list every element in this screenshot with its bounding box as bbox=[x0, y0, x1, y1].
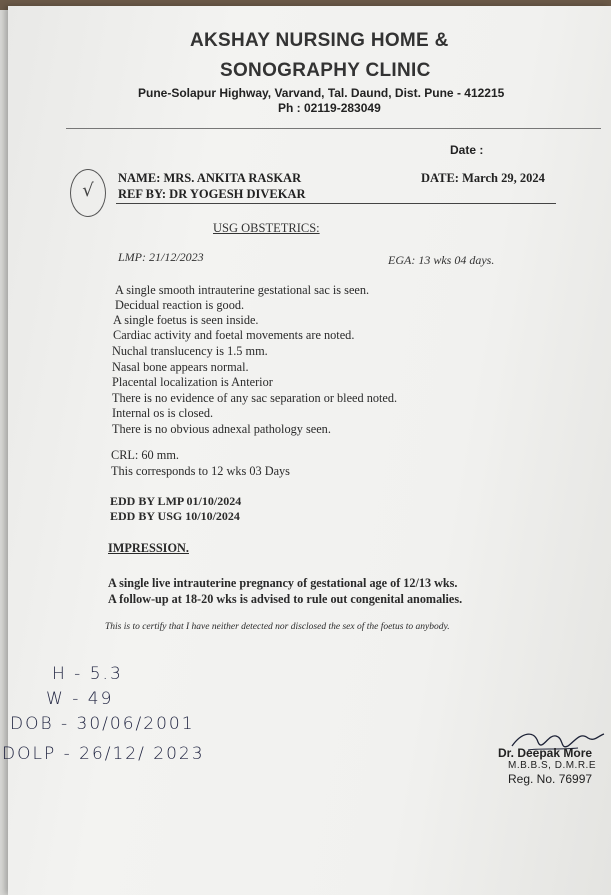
report-date: DATE: March 29, 2024 bbox=[421, 171, 545, 185]
finding-line: A single smooth intrauterine gestational sac is seen. bbox=[115, 283, 370, 297]
edd-by-usg: EDD BY USG 10/10/2024 bbox=[110, 509, 240, 523]
doctor-name: Dr. Deepak More bbox=[498, 746, 593, 760]
finding-line: Placental localization is Anterior bbox=[112, 375, 273, 389]
referred-by: REF BY: DR YOGESH DIVEKAR bbox=[118, 187, 306, 201]
patient-name: NAME: MRS. ANKITA RASKAR bbox=[118, 171, 302, 185]
date-label: Date : bbox=[450, 143, 484, 157]
report-paper bbox=[2, 6, 611, 895]
finding-line: Cardiac activity and foetal movements are noted. bbox=[113, 328, 355, 342]
finding-line: Nasal bone appears normal. bbox=[112, 360, 249, 374]
finding-line: There is no obvious adnexal pathology seen. bbox=[112, 422, 331, 436]
finding-line: Nuchal translucency is 1.5 mm. bbox=[112, 344, 268, 358]
crl-correspondence: This corresponds to 12 wks 03 Days bbox=[111, 464, 290, 478]
handwritten-dob: DOB - 30/06/2001 bbox=[10, 714, 195, 734]
certification-note: This is to certify that I have neither detected nor disclosed the sex of the foetus to anybody. bbox=[105, 622, 450, 632]
clinic-phone: Ph : 02119-283049 bbox=[278, 101, 381, 115]
lmp-value: LMP: 21/12/2023 bbox=[118, 250, 204, 264]
handwritten-weight: W - 49 bbox=[46, 689, 114, 709]
clinic-address: Pune-Solapur Highway, Varvand, Tal. Daund, Dist. Pune - 412215 bbox=[138, 86, 505, 100]
check-stamp bbox=[70, 169, 106, 217]
check-mark-icon: √ bbox=[82, 180, 94, 201]
clinic-name-line1: AKSHAY NURSING HOME & bbox=[190, 30, 449, 51]
impression-line: A follow-up at 18-20 wks is advised to rule out congenital anomalies. bbox=[108, 592, 463, 606]
patient-divider bbox=[116, 203, 556, 204]
impression-line: A single live intrauterine pregnancy of gestational age of 12/13 wks. bbox=[108, 576, 458, 590]
handwritten-height: H - 5.3 bbox=[52, 664, 123, 684]
doctor-degree: M.B.B.S, D.M.R.E bbox=[508, 760, 597, 771]
header-divider bbox=[66, 128, 601, 129]
clinic-name-line2: SONOGRAPHY CLINIC bbox=[220, 60, 431, 81]
impression-title: IMPRESSION. bbox=[108, 541, 189, 555]
finding-line: There is no evidence of any sac separation or bleed noted. bbox=[112, 391, 398, 405]
handwritten-dolp: DOLP - 26/12/ 2023 bbox=[2, 744, 205, 764]
crl-value: CRL: 60 mm. bbox=[111, 448, 179, 462]
report-title: USG OBSTETRICS: bbox=[213, 221, 320, 235]
edd-by-lmp: EDD BY LMP 01/10/2024 bbox=[110, 494, 242, 508]
finding-line: Decidual reaction is good. bbox=[115, 298, 245, 312]
finding-line: Internal os is closed. bbox=[112, 406, 214, 420]
doctor-registration: Reg. No. 76997 bbox=[508, 772, 593, 786]
finding-line: A single foetus is seen inside. bbox=[113, 313, 259, 327]
ega-value: EGA: 13 wks 04 days. bbox=[388, 253, 495, 267]
